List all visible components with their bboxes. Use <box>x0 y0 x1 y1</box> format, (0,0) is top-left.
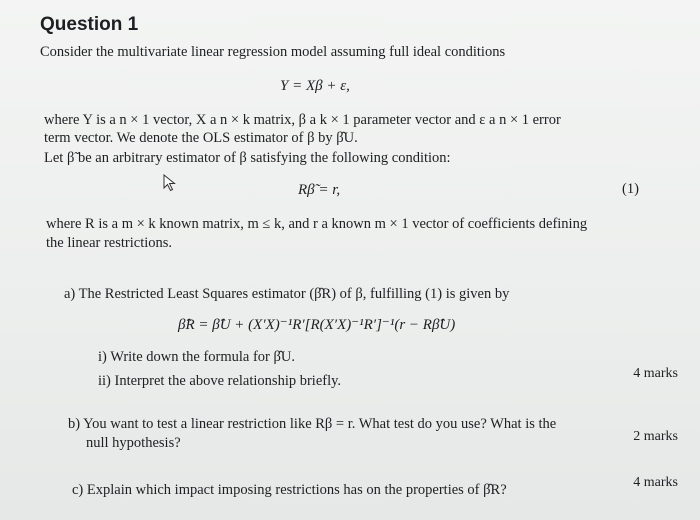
part-c-text: c) Explain which impact imposing restrictions has on the properties of β̂R? <box>72 482 507 498</box>
part-a-sub-i: i) Write down the formula for β̂U. <box>98 349 295 365</box>
part-b-line-2: null hypothesis? <box>86 435 181 451</box>
part-a-marks: 4 marks <box>633 366 678 381</box>
constraint-equation: Rβ̃ = r, <box>298 182 341 198</box>
where-r-line-2: the linear restrictions. <box>46 235 173 251</box>
part-a-formula: β̂R = β̂U + (X′X)⁻¹R′[R(X′X)⁻¹R′]⁻¹(r − Rβ̂U) <box>178 317 456 333</box>
intro-text: Consider the multivariate linear regression model assuming full ideal conditions <box>40 44 506 60</box>
where-line-1: where Y is a n × 1 vector, X a n × k matrix, β a k × 1 parameter vector and ε a n × 1 error <box>44 112 561 128</box>
let-line: Let β̃ be an arbitrary estimator of β satisfying the following condition: <box>44 150 451 166</box>
constraint-number: (1) <box>622 181 639 197</box>
part-b-line-1: b) You want to test a linear restriction like Rβ = r. What test do you use? What is the <box>68 416 557 432</box>
model-equation: Y = Xβ + ε, <box>280 78 350 94</box>
part-a-sub-ii: ii) Interpret the above relationship briefly. <box>98 373 342 389</box>
part-a-text: a) The Restricted Least Squares estimator (β̂R) of β, fulfilling (1) is given by <box>64 286 510 302</box>
question-title: Question 1 <box>40 14 139 35</box>
part-c-marks: 4 marks <box>633 475 678 490</box>
mouse-cursor-icon <box>162 174 178 192</box>
where-line-2: term vector. We denote the OLS estimator of β by β̂U. <box>44 130 358 146</box>
part-b-marks: 2 marks <box>633 429 678 444</box>
where-r-line-1: where R is a m × k known matrix, m ≤ k, and r a known m × 1 vector of coefficients defining <box>46 216 588 232</box>
